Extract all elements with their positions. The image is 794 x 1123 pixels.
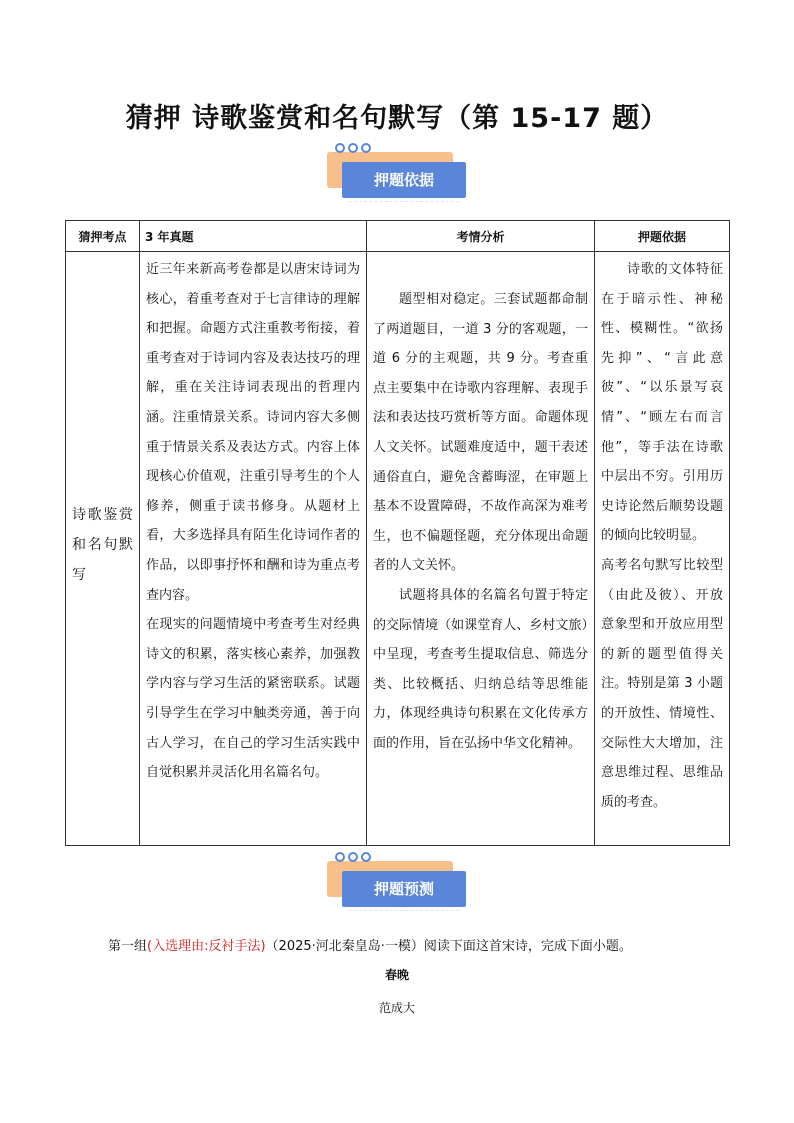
section-badge-basis: [327, 143, 467, 207]
analysis-paragraph: 题型相对稳定。三套试题都命制了两道题目，一道 3 分的客观题，一道 6 分的主观题，共 9 分。考查重点主要集中在诗歌内容理解、表现手法和表达技巧赏析等方面。命题体现人文关怀。试题难度适中，题干表述通俗直白，避免含蓄晦涩，在审题上基本不设置障碍，不故作高深为难考生，也不偏题怪题，充分体现出命题者的人文关怀。: [373, 292, 588, 574]
analysis-paragraph: 试题将具体的名篇名句置于特定的交际情境（如课堂育人、乡村文旅）中呈现，考查考生提取信息、筛选分类、比较概括、归纳总结等思维能力，体现经典诗句积累在文化传承方面的作用，旨在弘扬中华文化精神。: [373, 587, 588, 751]
topic-cell: 诗歌鉴赏和名句默写: [66, 252, 140, 846]
zhenti-paragraph: 近三年来新高考卷都是以唐宋诗词为核心，着重考查对于七言律诗的理解和把握。命题方式注重教考衔接，着重考查对于诗词内容及表达技巧的理解，重在关注诗词表现出的哲理内涵。注重情景关系。诗词内容大多侧重于情景关系及表达方式。内容上体现核心价值观，注重引导考生的个人修养，侧重于读书修身。从题材上看，大多选择具有陌生化诗词作者的作品，以即事抒怀和酬和诗为重点考查内容。: [146, 262, 360, 603]
binder-rings-icon: [335, 852, 371, 862]
header-analysis: 考情分析: [367, 221, 595, 252]
page-title: 猜押 诗歌鉴赏和名句默写（第 15-17 题）: [125, 103, 669, 134]
header-zhenti: 3 年真题: [140, 221, 367, 252]
header-topic: 猜押考点: [66, 221, 140, 252]
zhenti-paragraph: 在现实的问题情境中考查考生对经典诗文的积累，落实核心素养，加强教学内容与学习生活的紧密联系。试题引导学生在学习中触类旁通，善于向古人学习，在自己的学习生活实践中自觉积累并灵活化用名篇名句。: [146, 617, 360, 781]
question-intro: [108, 935, 632, 954]
badge-label: 押题依据: [342, 162, 466, 198]
question-reason: (入选理由:反衬手法): [147, 939, 266, 954]
header-basis: 押题依据: [595, 221, 730, 252]
table-row: [66, 252, 730, 846]
poem-title: 春晚: [384, 968, 409, 982]
question-group: 第一组: [108, 939, 148, 954]
analysis-table: [65, 220, 730, 846]
poem-author: 范成大: [378, 1001, 415, 1015]
basis-paragraph: 诗歌的文体特征在于暗示性、神秘性、模糊性。“欲扬先抑”、“言此意彼”、“以乐景写哀情”、“顾左右而言他”，等手法在诗歌中层出不穷。引用历史诗论然后顺势设题的倾向比较明显。: [601, 262, 723, 544]
basis-cell: [595, 252, 730, 846]
badge-label: 押题预测: [342, 871, 466, 907]
binder-rings-icon: [335, 143, 371, 153]
analysis-cell: [367, 252, 595, 846]
basis-paragraph: 高考名句默写比较型（由此及彼）、开放意象型和开放应用型的新的题型值得关注。特别是第 3 小题的开放性、情境性、交际性大大增加，注意思维过程、思维品质的考查。: [601, 557, 723, 810]
question-source: （2025·河北秦皇岛·一模）: [265, 939, 424, 954]
zhenti-cell: [140, 252, 367, 846]
question-instruction: 阅读下面这首宋诗，完成下面小题。: [423, 939, 632, 954]
section-badge-prediction: [327, 852, 467, 916]
table-header-row: [66, 221, 730, 252]
